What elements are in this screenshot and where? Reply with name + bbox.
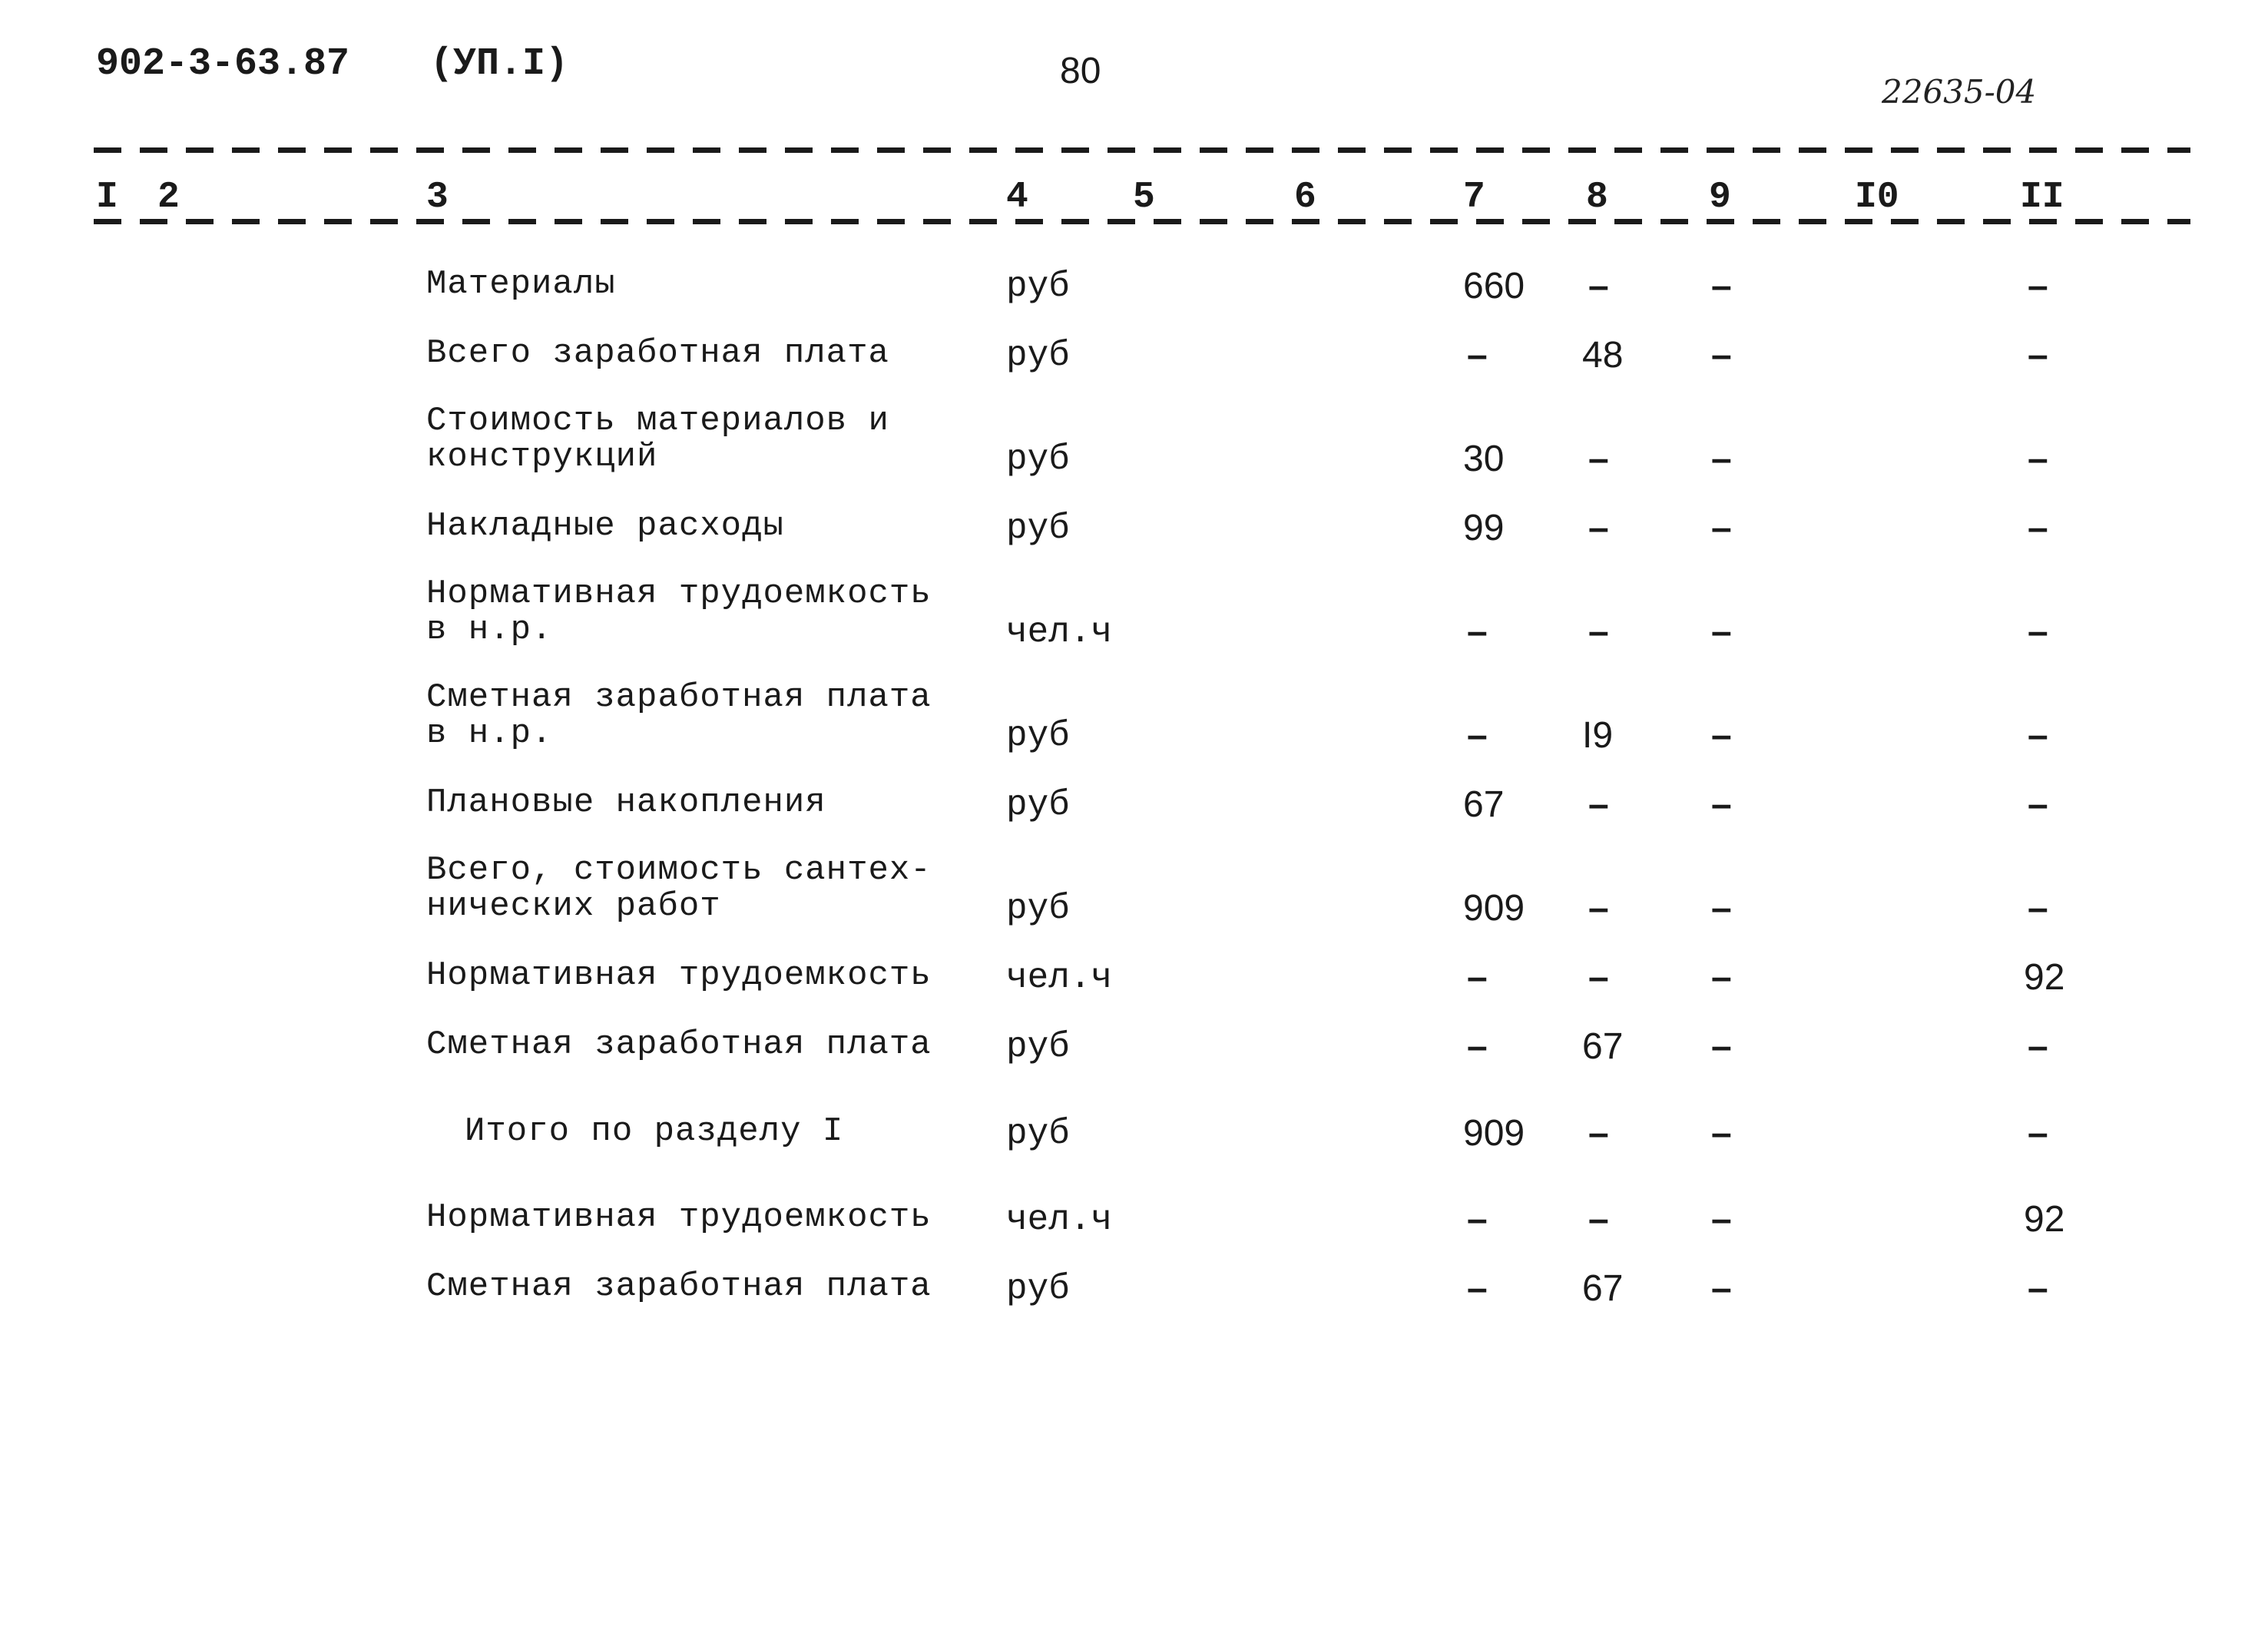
row-col-9: –	[1711, 784, 1732, 825]
row-col-8: –	[1588, 266, 1609, 306]
row-col-7: –	[1467, 335, 1488, 376]
row-col-8: –	[1588, 1113, 1609, 1154]
column-number-1: I	[96, 177, 118, 218]
row-col-11: 92	[2024, 1199, 2065, 1240]
row-name-line: Нормативная трудоемкость	[426, 1198, 932, 1237]
row-col-11: –	[2028, 266, 2048, 306]
row-name-line: конструкций	[426, 438, 658, 476]
row-col-7: –	[1467, 1026, 1488, 1067]
row-name-line: Сметная заработная плата	[426, 1025, 932, 1064]
row-col-9: –	[1711, 335, 1732, 376]
row-name-line: Нормативная трудоемкость	[426, 575, 932, 613]
row-unit: руб	[1006, 267, 1070, 306]
top-dashed-rule	[94, 147, 2190, 153]
column-number-2: 2	[157, 177, 180, 218]
row-unit: чел.ч	[1006, 958, 1113, 998]
row-col-8: –	[1588, 957, 1609, 998]
column-number-7: 7	[1463, 177, 1485, 218]
row-unit: руб	[1006, 508, 1070, 548]
row-name-line: Стоимость материалов и	[426, 402, 889, 440]
row-col-11: –	[2028, 335, 2048, 376]
row-col-9: –	[1711, 1113, 1732, 1154]
row-col-11: 92	[2024, 957, 2065, 998]
row-col-8: –	[1588, 439, 1609, 479]
column-number-11: II	[2020, 177, 2064, 218]
row-col-11: –	[2028, 784, 2048, 825]
document-code: 902-3-63.87	[96, 42, 350, 86]
row-col-8: –	[1588, 784, 1609, 825]
row-col-11: –	[2028, 715, 2048, 756]
row-name-line: Плановые накопления	[426, 783, 826, 822]
row-unit: руб	[1006, 716, 1070, 756]
row-name-line: Итого по разделу I	[465, 1112, 844, 1151]
column-number-10: I0	[1855, 177, 1899, 218]
page-number: 80	[1060, 51, 1101, 91]
row-col-11: –	[2028, 888, 2048, 929]
row-col-8: –	[1588, 611, 1609, 652]
row-col-9: –	[1711, 1268, 1732, 1309]
row-unit: руб	[1006, 1114, 1070, 1154]
row-col-8: 67	[1582, 1268, 1624, 1309]
row-unit: руб	[1006, 1027, 1070, 1067]
row-col-8: I9	[1582, 715, 1614, 756]
row-col-9: –	[1711, 439, 1732, 479]
column-number-3: 3	[426, 177, 449, 218]
row-col-11: –	[2028, 508, 2048, 548]
row-unit: чел.ч	[1006, 612, 1113, 652]
row-col-9: –	[1711, 508, 1732, 548]
row-col-7: –	[1467, 957, 1488, 998]
row-unit: руб	[1006, 1269, 1070, 1309]
row-col-9: –	[1711, 266, 1732, 306]
row-col-11: –	[2028, 1268, 2048, 1309]
row-col-7: –	[1467, 1199, 1488, 1240]
column-number-9: 9	[1709, 177, 1731, 218]
row-unit: руб	[1006, 889, 1070, 929]
row-col-7: –	[1467, 715, 1488, 756]
column-number-5: 5	[1133, 177, 1155, 218]
row-col-9: –	[1711, 611, 1732, 652]
row-name-line: Нормативная трудоемкость	[426, 956, 932, 995]
column-number-4: 4	[1006, 177, 1028, 218]
row-unit: руб	[1006, 336, 1070, 376]
row-col-8: –	[1588, 888, 1609, 929]
row-name-line: Всего заработная плата	[426, 334, 889, 373]
row-col-7: 909	[1463, 888, 1525, 929]
row-unit: чел.ч	[1006, 1200, 1113, 1240]
row-col-11: –	[2028, 1113, 2048, 1154]
row-col-9: –	[1711, 1026, 1732, 1067]
row-col-9: –	[1711, 888, 1732, 929]
column-header-underline	[94, 219, 2190, 224]
row-col-9: –	[1711, 715, 1732, 756]
section-code: (УП.I)	[430, 42, 569, 86]
row-name-line: Всего, стоимость сантех-	[426, 851, 932, 889]
row-col-7: 660	[1463, 266, 1525, 306]
row-name-line: нических работ	[426, 887, 721, 926]
row-col-11: –	[2028, 439, 2048, 479]
row-col-9: –	[1711, 1199, 1732, 1240]
archive-stamp: 22635-04	[1882, 73, 2037, 111]
row-col-8: –	[1588, 508, 1609, 548]
row-name-line: Материалы	[426, 265, 616, 303]
row-col-7: 30	[1463, 439, 1505, 479]
row-name-line: в н.р.	[426, 611, 553, 649]
row-col-8: 48	[1582, 335, 1624, 376]
row-name-line: Сметная заработная плата	[426, 1267, 932, 1306]
row-col-7: –	[1467, 1268, 1488, 1309]
row-col-7: –	[1467, 611, 1488, 652]
row-col-11: –	[2028, 611, 2048, 652]
column-number-6: 6	[1294, 177, 1316, 218]
column-number-8: 8	[1586, 177, 1608, 218]
row-name-line: Накладные расходы	[426, 507, 784, 545]
row-name-line: в н.р.	[426, 714, 553, 753]
row-col-7: 67	[1463, 784, 1505, 825]
row-col-8: –	[1588, 1199, 1609, 1240]
row-col-7: 909	[1463, 1113, 1525, 1154]
row-col-8: 67	[1582, 1026, 1624, 1067]
row-unit: руб	[1006, 785, 1070, 825]
row-col-9: –	[1711, 957, 1732, 998]
row-unit: руб	[1006, 439, 1070, 479]
row-name-line: Сметная заработная плата	[426, 678, 932, 717]
row-col-11: –	[2028, 1026, 2048, 1067]
row-col-7: 99	[1463, 508, 1505, 548]
